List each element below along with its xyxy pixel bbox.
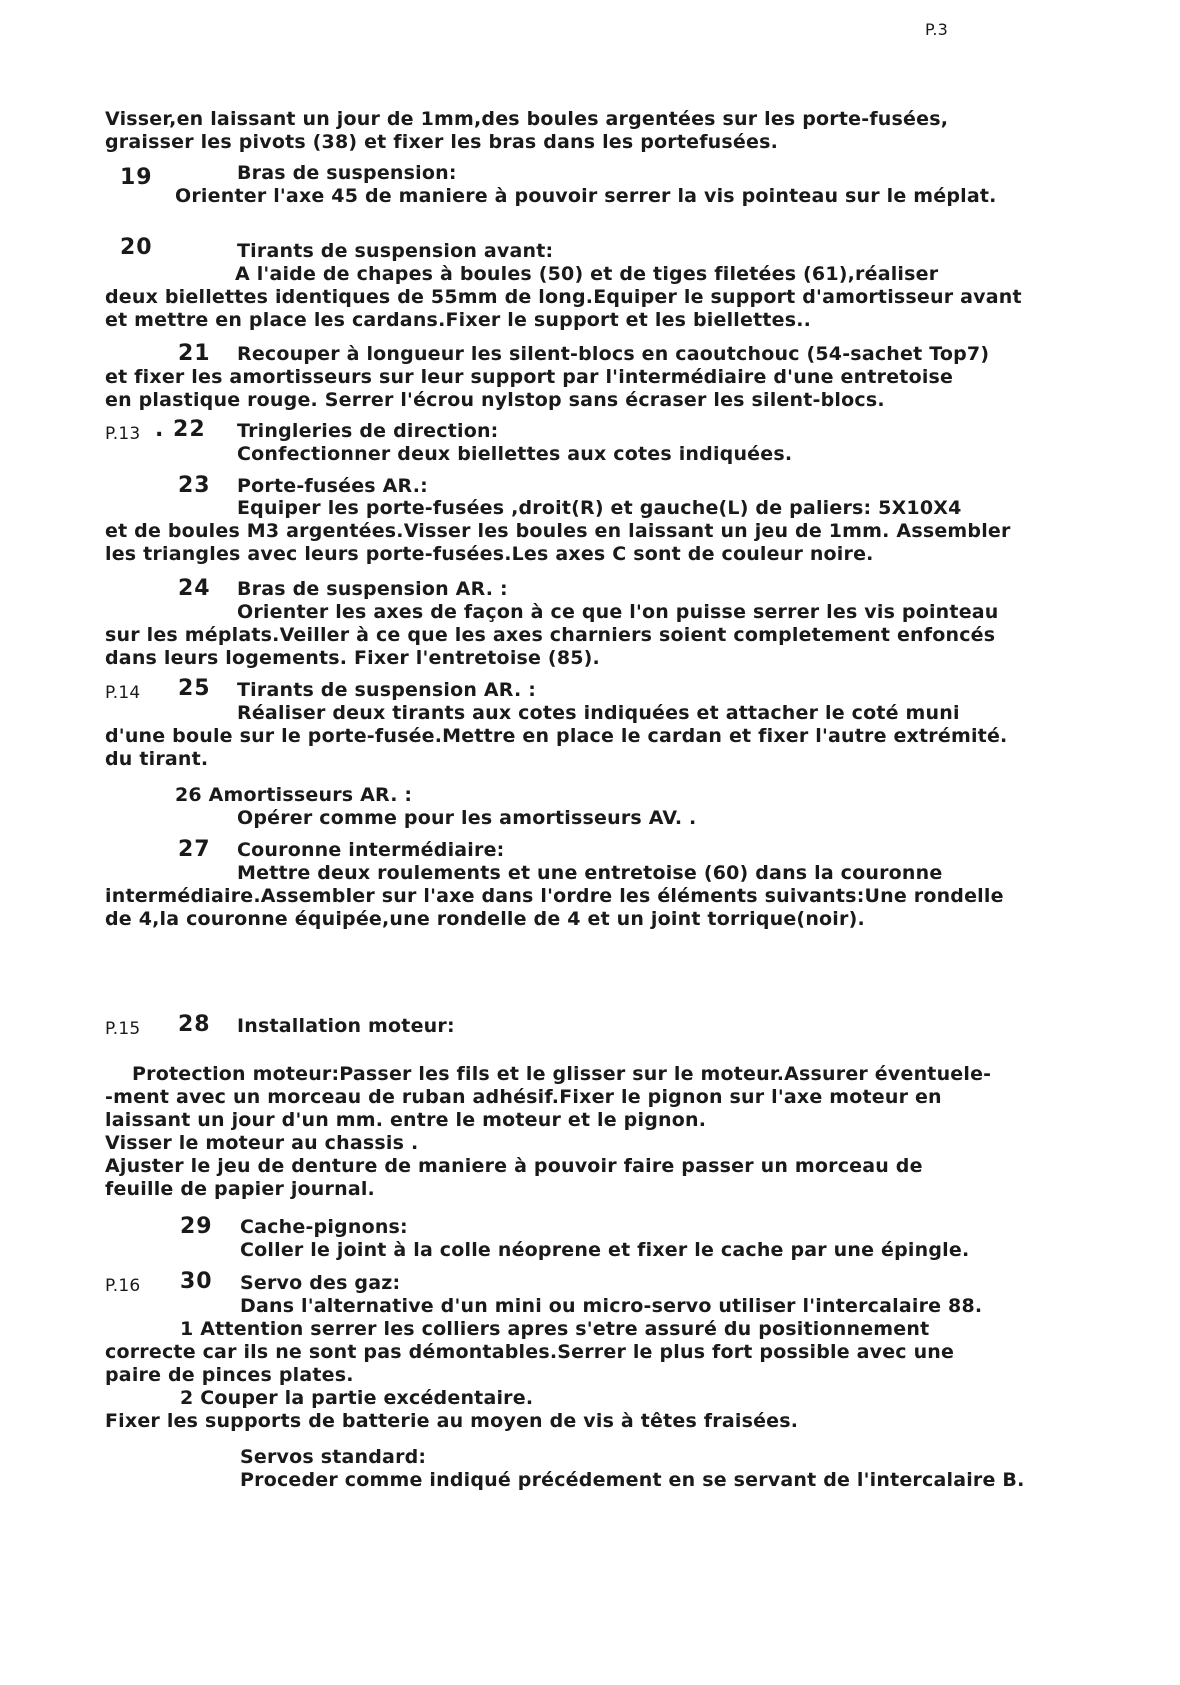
section-title: Couronne intermédiaire: [237,839,505,861]
text-line: Orienter les axes de façon à ce que l'on puisse serrer les vis pointeau [237,601,999,623]
section-number: 27 [178,837,211,862]
section-number: 23 [178,473,211,498]
text-line: deux biellettes identiques de 55mm de long.Equiper le support d'amortisseur avant [105,286,1022,308]
text-line: graisser les pivots (38) et fixer les bras dans les portefusées. [105,131,779,153]
text-line: 2 Couper la partie excédentaire. [180,1387,534,1409]
page-reference: P.15 [105,1019,141,1039]
section-title: Tirants de suspension avant: [237,240,554,262]
section-number: 25 [178,676,211,701]
text-line: Servos standard: [240,1446,427,1468]
section-number: 19 [120,165,153,190]
text-line: du tirant. [105,748,209,770]
section-title: Porte-fusées AR.: [237,475,428,497]
section-number: 24 [178,576,211,601]
text-line: Réaliser deux tirants aux cotes indiquées et attacher le coté muni [237,702,960,724]
page-reference: P.14 [105,683,141,703]
section-number: . 22 [155,417,206,442]
text-line: 1 Attention serrer les colliers apres s'etre assuré du positionnement [180,1318,930,1340]
section-number: 30 [180,1269,213,1294]
section-number: 29 [180,1214,213,1239]
section-title: Tringleries de direction: [237,420,499,442]
text-line: et mettre en place les cardans.Fixer le support et les biellettes.. [105,309,812,331]
text-line: Coller le joint à la colle néoprene et fixer le cache par une épingle. [240,1239,970,1261]
section-title: Bras de suspension AR. : [237,578,508,600]
text-line: A l'aide de chapes à boules (50) et de tiges filetées (61),réaliser [235,263,939,285]
text-line: Proceder comme indiqué précédement en se servant de l'intercalaire B. [240,1469,1025,1491]
text-line: Visser,en laissant un jour de 1mm,des boules argentées sur les porte-fusées, [105,108,949,130]
section-number: 21 [178,341,211,366]
section-title: Tirants de suspension AR. : [237,679,536,701]
text-line: et fixer les amortisseurs sur leur support par l'intermédiaire d'une entretoise [105,366,954,388]
text-line: Visser le moteur au chassis . [105,1132,419,1154]
text-line: paire de pinces plates. [105,1364,354,1386]
text-line: Opérer comme pour les amortisseurs AV. . [237,807,697,829]
section-title: Installation moteur: [237,1015,455,1037]
text-line: Ajuster le jeu de denture de maniere à pouvoir faire passer un morceau de [105,1155,923,1177]
text-line: correcte car ils ne sont pas démontables.Serrer le plus fort possible avec une [105,1341,955,1363]
section-number: 28 [178,1012,211,1037]
text-line: Recouper à longueur les silent-blocs en caoutchouc (54-sachet Top7) [237,343,990,365]
text-line: en plastique rouge. Serrer l'écrou nylstop sans écraser les silent-blocs. [105,389,885,411]
section-title: Cache-pignons: [240,1216,408,1238]
section-title: Servo des gaz: [240,1272,401,1294]
page-reference: P.13 [105,424,141,444]
text-line: intermédiaire.Assembler sur l'axe dans l'ordre les éléments suivants:Une rondelle [105,885,1004,907]
text-line: Protection moteur:Passer les fils et le glisser sur le moteur.Assurer éventuele- [132,1063,992,1085]
text-line: d'une boule sur le porte-fusée.Mettre en place le cardan et fixer l'autre extrémité. [105,725,1008,747]
text-line: sur les méplats.Veiller à ce que les axes charniers soient completement enfoncés [105,624,996,646]
text-line: Equiper les porte-fusées ,droit(R) et gauche(L) de paliers: 5X10X4 [237,497,962,519]
text-line: et de boules M3 argentées.Visser les boules en laissant un jeu de 1mm. Assembler [105,520,1011,542]
text-line: Dans l'alternative d'un mini ou micro-servo utiliser l'intercalaire 88. [240,1295,983,1317]
text-line: Confectionner deux biellettes aux cotes indiquées. [237,443,793,465]
page-number: P.3 [925,20,949,39]
text-line: laissant un jour d'un mm. entre le moteur et le pignon. [105,1109,707,1131]
section-title: 26 Amortisseurs AR. : [175,784,413,806]
text-line: dans leurs logements. Fixer l'entretoise (85). [105,647,600,669]
section-title: Bras de suspension: [237,162,457,184]
text-line: Mettre deux roulements et une entretoise (60) dans la couronne [237,862,943,884]
text-line: -ment avec un morceau de ruban adhésif.Fixer le pignon sur l'axe moteur en [105,1086,942,1108]
text-line: feuille de papier journal. [105,1178,375,1200]
section-number: 20 [120,235,153,260]
text-line: de 4,la couronne équipée,une rondelle de 4 et un joint torrique(noir). [105,908,865,930]
text-line: Fixer les supports de batterie au moyen de vis à têtes fraisées. [105,1410,799,1432]
text-line: Orienter l'axe 45 de maniere à pouvoir serrer la vis pointeau sur le méplat. [175,185,997,207]
text-line: les triangles avec leurs porte-fusées.Les axes C sont de couleur noire. [105,543,874,565]
page-reference: P.16 [105,1276,141,1296]
